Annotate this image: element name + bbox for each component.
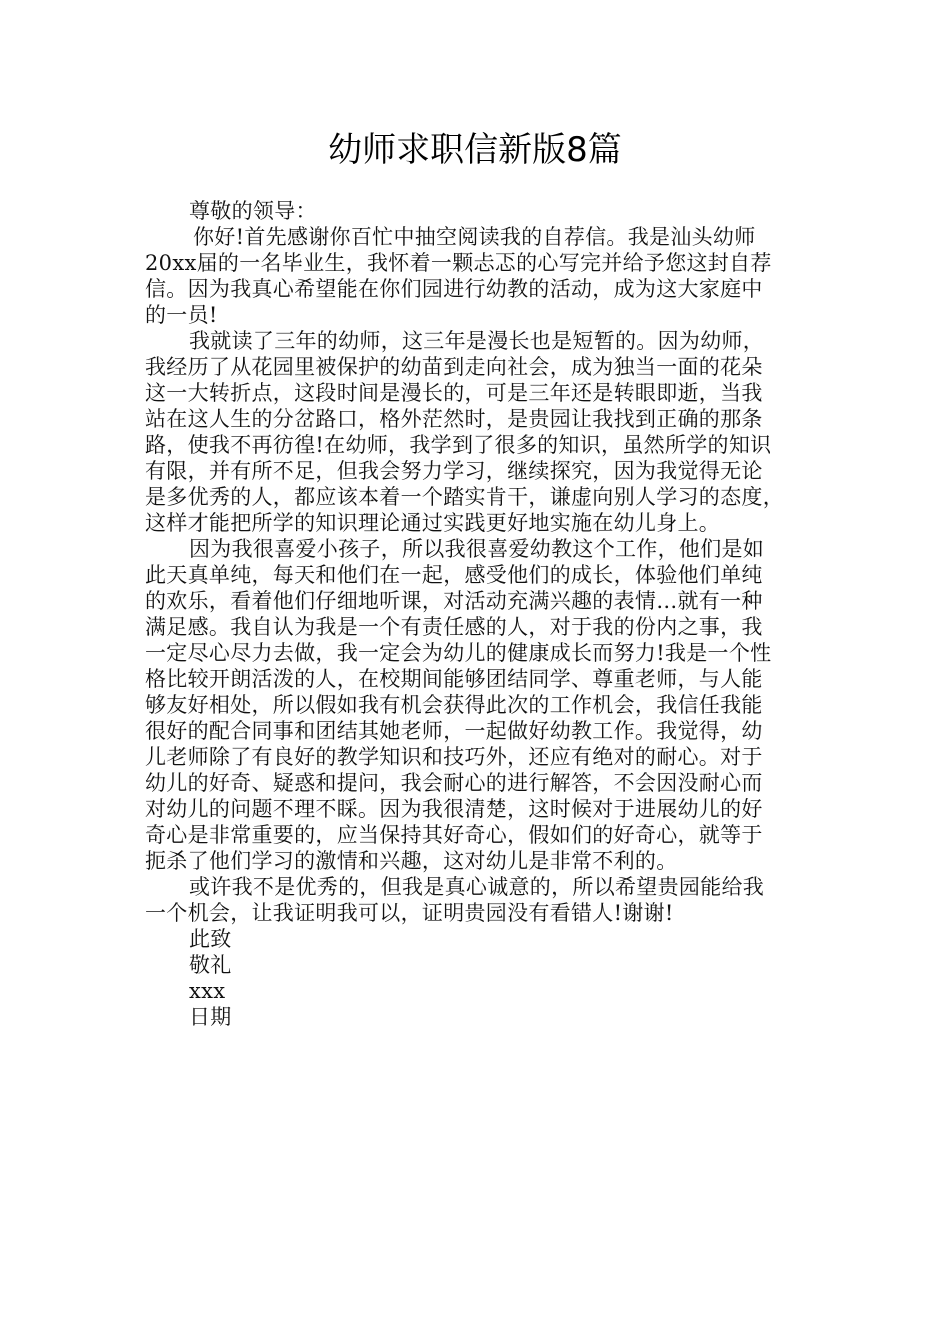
- salutation: 尊敬的领导：: [189, 199, 317, 223]
- paragraph-1-line: 信。因为我真心希望能在你们园进行幼教的活动，成为这大家庭中: [145, 277, 763, 301]
- paragraph-2-line: 是多优秀的人，都应该本着一个踏实肯干，谦虚向别人学习的态度，: [145, 485, 784, 509]
- paragraph-2-line: 这样才能把所学的知识理论通过实践更好地实施在幼儿身上。: [145, 511, 721, 535]
- paragraph-4-line: 或许我不是优秀的，但我是真心诚意的，所以希望贵园能给我: [189, 875, 765, 899]
- paragraph-3-line: 此天真单纯，每天和他们在一起，感受他们的成长，体验他们单纯: [145, 563, 763, 587]
- paragraph-3-line: 因为我很喜爱小孩子，所以我很喜爱幼教这个工作，他们是如: [189, 537, 765, 561]
- paragraph-3-line: 奇心是非常重要的，应当保持其好奇心，假如们的好奇心，就等于: [145, 823, 763, 847]
- paragraph-2-line: 这一大转折点，这段时间是漫长的，可是三年还是转眼即逝，当我: [145, 381, 763, 405]
- paragraph-4-line: 一个机会，让我证明我可以，证明贵园没有看错人!谢谢!: [145, 901, 674, 925]
- paragraph-3-line: 幼儿的好奇、疑惑和提问，我会耐心的进行解答，不会因没耐心而: [145, 771, 763, 795]
- closing-line: 此致: [189, 927, 232, 951]
- paragraph-3-line: 对幼儿的问题不理不睬。因为我很清楚，这时候对于进展幼儿的好: [145, 797, 763, 821]
- paragraph-2-line: 路，使我不再彷徨!在幼师，我学到了很多的知识，虽然所学的知识: [145, 433, 772, 457]
- paragraph-1-line: 你好!首先感谢你百忙中抽空阅读我的自荐信。我是汕头幼师: [193, 225, 756, 249]
- paragraph-3-line: 一定尽心尽力去做，我一定会为幼儿的健康成长而努力!我是一个性: [145, 641, 772, 665]
- paragraph-3-line: 格比较开朗活泼的人，在校期间能够团结同学、尊重老师，与人能: [145, 667, 763, 691]
- signature: xxx: [189, 979, 226, 1003]
- paragraph-2-line: 我经历了从花园里被保护的幼苗到走向社会，成为独当一面的花朵: [145, 355, 763, 379]
- paragraph-3-line: 满足感。我自认为我是一个有责任感的人，对于我的份内之事，我: [145, 615, 763, 639]
- paragraph-2-line: 站在这人生的分岔路口，格外茫然时，是贵园让我找到正确的那条: [145, 407, 763, 431]
- letter-body: [145, 198, 821, 1030]
- paragraph-2-line: 有限，并有所不足，但我会努力学习，继续探究，因为我觉得无论: [145, 459, 763, 483]
- paragraph-3-line: 的欢乐，看着他们仔细地听课，对活动充满兴趣的表情…就有一种: [145, 589, 763, 613]
- date-line: 日期: [189, 1005, 232, 1029]
- paragraph-1-line: 20xx届的一名毕业生，我怀着一颗忐忑的心写完并给予您这封自荐: [145, 251, 772, 275]
- document-title: 幼师求职信新版8篇: [328, 130, 622, 170]
- paragraph-3-line: 扼杀了他们学习的激情和兴趣，这对幼儿是非常不利的。: [145, 849, 678, 873]
- paragraph-2-line: 我就读了三年的幼师，这三年是漫长也是短暂的。因为幼师，: [189, 329, 765, 353]
- paragraph-3-line: 很好的配合同事和团结其她老师，一起做好幼教工作。我觉得，幼: [145, 719, 763, 743]
- paragraph-3-line: 儿老师除了有良好的教学知识和技巧外，还应有绝对的耐心。对于: [145, 745, 763, 769]
- paragraph-1-line: 的一员!: [145, 303, 218, 327]
- closing-line: 敬礼: [189, 953, 232, 977]
- paragraph-3-line: 够友好相处，所以假如我有机会获得此次的工作机会，我信任我能: [145, 693, 763, 717]
